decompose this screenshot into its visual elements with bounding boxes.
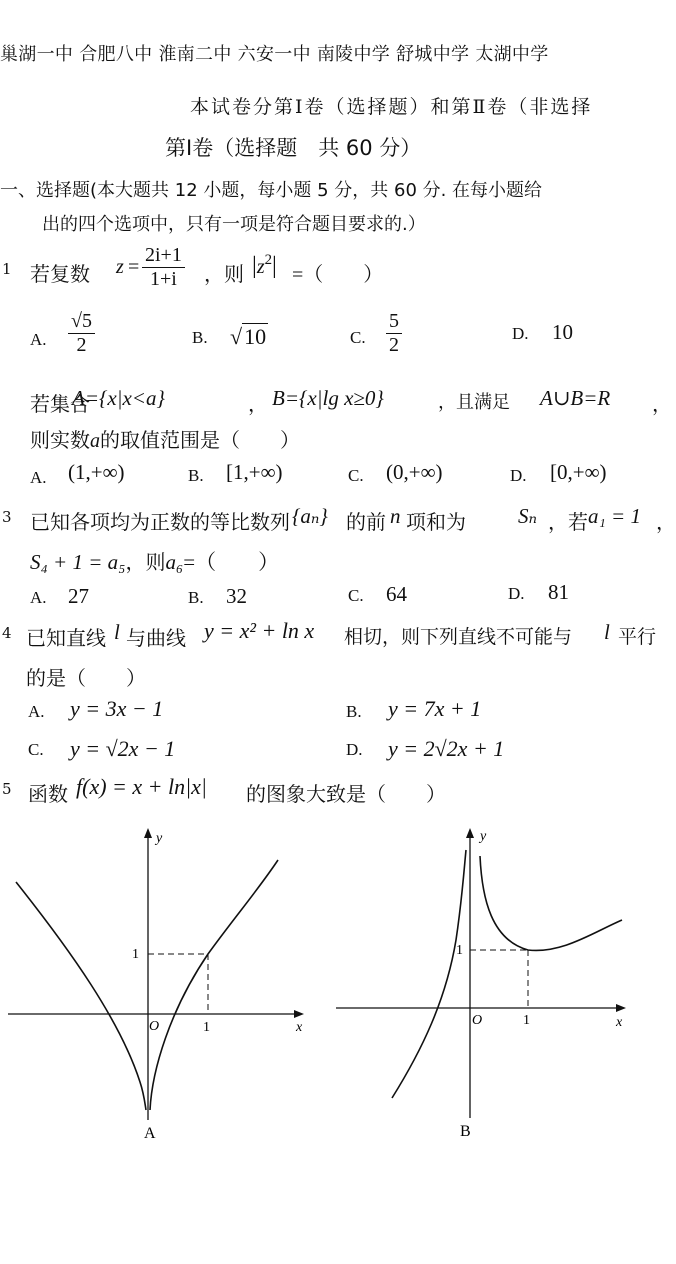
q1-option-b-label: B.	[192, 328, 208, 347]
tick-y-label: 1	[132, 947, 139, 962]
q3-option-a-label: A.	[30, 588, 47, 607]
q3-line1-b: 的前	[346, 510, 386, 534]
q2-option-b-label: B.	[188, 466, 204, 485]
q3-n-var: n	[390, 504, 401, 528]
q4-option-b-label: B.	[346, 702, 362, 721]
q3-a6: a₆	[165, 550, 184, 574]
curve-right	[480, 856, 622, 950]
curve-left	[392, 850, 466, 1098]
q4-option-b-value: y = 7x + 1	[388, 696, 482, 721]
q3-option-c-value: 64	[386, 582, 407, 606]
q3-seq: {aₙ}	[292, 504, 328, 528]
q2-set-b: B={x|lg x≥0}	[272, 386, 384, 410]
q1-option-c-num: 5	[386, 310, 402, 334]
q4-line1-d: 平行	[618, 626, 657, 648]
q3-option-a-value: 27	[68, 584, 89, 608]
q1-option-c-value	[386, 310, 402, 357]
tick-y-label: 1	[456, 943, 463, 958]
q2-line1-d: ，	[652, 392, 672, 416]
q3-line2	[30, 546, 279, 576]
q3-line1-c: 项和为	[406, 510, 466, 534]
x-axis-label: x	[296, 1020, 303, 1035]
q3-line1-a: 已知各项均为正数的等比数列	[30, 510, 290, 534]
q2-line2-var: a	[90, 430, 100, 452]
q3-a1-eq: a₁ = 1	[588, 504, 641, 528]
y-axis-arrow	[144, 828, 152, 838]
q3-line2-b: =（ ）	[183, 550, 280, 574]
y-axis-label: y	[480, 829, 487, 844]
q3-option-b-label: B.	[188, 588, 204, 607]
q4-option-a-value: y = 3x − 1	[70, 696, 164, 721]
q5-func: f(x) = x + ln|x|	[76, 774, 207, 799]
q2-line1-b: ，	[248, 392, 268, 416]
x-axis-arrow	[294, 1010, 304, 1018]
q1-option-b-value: √10	[230, 324, 267, 349]
q1-option-a-den: 2	[76, 334, 87, 356]
origin-label: O	[472, 1013, 483, 1028]
q1-option-d-label: D.	[512, 324, 529, 343]
header-schools: 巢湖一中 合肥八中 淮南二中 六安一中 南陵中学 舒城中学 太湖中学	[0, 44, 549, 65]
q2-union: A∪B=R	[540, 386, 611, 410]
q5-stem-b: 的图象大致是（ ）	[246, 782, 446, 806]
q2-option-d-label: D.	[510, 466, 527, 485]
graph-a	[0, 820, 336, 1150]
q4-curve: y = x² + ln x	[204, 618, 315, 643]
q2-option-b-value: [1,+∞)	[226, 460, 283, 484]
q3-sum: Sₙ	[518, 504, 538, 528]
q5-stem-a: 函数	[28, 782, 68, 806]
x-axis-arrow	[616, 1004, 626, 1012]
question-number: 4	[2, 624, 12, 642]
q4-l-var-2: l	[604, 620, 610, 644]
q2-option-c-label: C.	[348, 466, 364, 485]
y-axis-arrow	[466, 828, 474, 838]
q1-stem-mid: ，则	[204, 262, 244, 286]
q1-option-c-den: 2	[389, 334, 399, 356]
q2-line2	[30, 424, 300, 453]
q4-option-c-value: y = √2x − 1	[70, 736, 176, 761]
q4-option-d-value: y = 2√2x + 1	[388, 736, 505, 761]
q4-options	[0, 696, 672, 776]
q2-option-a-value: (1,+∞)	[68, 460, 125, 484]
q3-line2-a: ，则	[125, 550, 166, 574]
q3-line1-d: ，若	[548, 510, 588, 534]
q4-line2: 的是（ ）	[26, 666, 146, 690]
question-number: 3	[2, 508, 12, 526]
q1-option-c-label: C.	[350, 328, 366, 347]
q2-set-a: A={x|x<a}	[72, 386, 165, 410]
graph-b	[336, 820, 672, 1150]
header-note: 本试卷分第Ⅰ卷（选择题）和第Ⅱ卷（非选择	[190, 97, 593, 118]
graph-a-label: A	[144, 1125, 156, 1142]
q3-option-d-value: 81	[548, 580, 569, 604]
q1-frac-den: 1+i	[150, 268, 177, 290]
q4-l-var: l	[114, 620, 120, 644]
q2-line1-c: ，且满足	[438, 392, 510, 413]
x-axis-label: x	[616, 1015, 623, 1030]
q2-option-d-value: [0,+∞)	[550, 460, 607, 484]
q2-line2-a: 则实数	[30, 428, 90, 452]
instructions-line-1: 一、选择题(本大题共 12 小题，每小题 5 分，共 60 分. 在每小题给	[0, 180, 543, 201]
q3-option-b-value: 32	[226, 584, 247, 608]
q4-line1-b: 与曲线	[126, 626, 186, 650]
q4-line1-c: 相切，则下列直线不可能与	[344, 626, 573, 648]
q4-option-d-label: D.	[346, 740, 363, 759]
q3-option-d-label: D.	[508, 584, 525, 603]
q1-abs-exp: 2	[264, 252, 273, 268]
tick-x-label: 1	[203, 1020, 210, 1035]
q4-option-a-label: A.	[28, 702, 45, 721]
q1-frac-num: 2i+1	[142, 244, 185, 268]
q1-stem-prefix: 若复数	[30, 262, 90, 286]
q1-option-b-radical: 10	[244, 324, 267, 349]
curve-left	[16, 882, 146, 1110]
question-number: 1	[2, 260, 12, 278]
q1-option-a-num: √5	[68, 310, 95, 334]
q3-line2-cond: S₄ + 1 = a₅	[30, 550, 126, 574]
question-number: 5	[2, 780, 12, 798]
q3-option-c-label: C.	[348, 586, 364, 605]
q2-option-a-label: A.	[30, 468, 47, 487]
q1-abs-var: z	[256, 256, 265, 278]
y-axis-label: y	[156, 831, 163, 846]
q1-stem-suffix: =（ ）	[292, 264, 384, 286]
instructions-line-2: 出的四个选项中，只有一项是符合题目要求的.）	[42, 214, 426, 235]
q1-option-a-value	[68, 310, 95, 357]
q1-fraction	[142, 244, 185, 291]
tick-x-label: 1	[523, 1013, 530, 1028]
q3-line1-e: ，	[656, 510, 676, 534]
q1-option-d-value: 10	[552, 320, 573, 344]
q2-line1-a: 若集合	[30, 392, 90, 416]
q2-line2-b: 的取值范围是（ ）	[100, 428, 300, 452]
q4-line1-a: 已知直线	[26, 626, 106, 650]
curve-right	[150, 860, 278, 1110]
graph-b-label: B	[460, 1123, 471, 1140]
q2-option-c-value: (0,+∞)	[386, 460, 443, 484]
section-title: 第Ⅰ卷（选择题 共 60 分）	[165, 136, 422, 160]
q1-z-var: z	[116, 256, 124, 278]
q1-option-a-label: A.	[30, 330, 47, 349]
origin-label: O	[149, 1019, 160, 1034]
q4-option-c-label: C.	[28, 740, 44, 759]
